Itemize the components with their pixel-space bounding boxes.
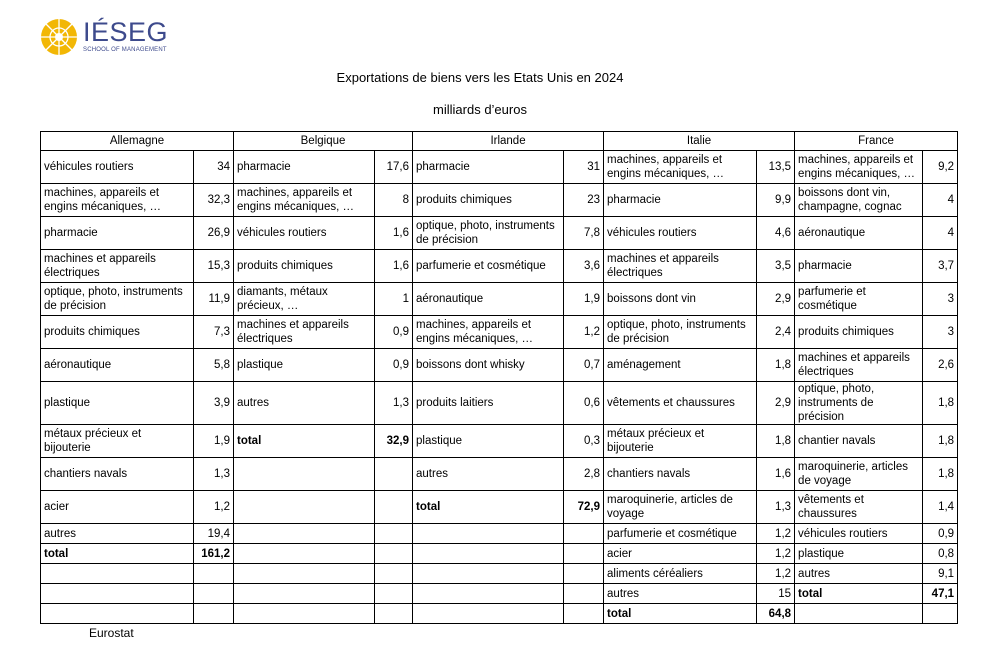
product-cell: métaux précieux et bijouterie	[41, 425, 194, 458]
value-cell	[564, 604, 604, 624]
product-cell: produits chimiques	[234, 250, 375, 283]
product-cell: machines et appareils électriques	[41, 250, 194, 283]
product-cell: acier	[41, 491, 194, 524]
value-cell	[564, 584, 604, 604]
value-cell	[375, 524, 413, 544]
product-cell: pharmacie	[795, 250, 923, 283]
table-header-row	[41, 132, 958, 151]
value-cell: 0,6	[564, 382, 604, 425]
product-cell	[413, 524, 564, 544]
product-cell: vêtements et chaussures	[795, 491, 923, 524]
product-cell: chantiers navals	[41, 458, 194, 491]
value-cell: 15	[757, 584, 795, 604]
value-cell: 15,3	[194, 250, 234, 283]
value-cell: 32,9	[375, 425, 413, 458]
value-cell: 2,9	[757, 283, 795, 316]
value-cell	[564, 564, 604, 584]
product-cell	[234, 584, 375, 604]
value-cell: 1,8	[757, 425, 795, 458]
product-cell: véhicules routiers	[604, 217, 757, 250]
product-cell: total	[413, 491, 564, 524]
page-subtitle: milliards d’euros	[433, 102, 527, 117]
product-cell	[234, 491, 375, 524]
value-cell: 1,2	[194, 491, 234, 524]
ieseg-logo	[39, 17, 169, 59]
product-cell	[413, 584, 564, 604]
value-cell: 1,3	[375, 382, 413, 425]
value-cell	[194, 584, 234, 604]
country-header: Italie	[604, 132, 795, 151]
product-cell: machines, appareils et engins mécaniques, …	[604, 151, 757, 184]
product-cell: optique, photo, instruments de précision	[604, 316, 757, 349]
product-cell: autres	[41, 524, 194, 544]
product-cell: véhicules routiers	[41, 151, 194, 184]
table-row	[41, 564, 958, 584]
product-cell: machines et appareils électriques	[604, 250, 757, 283]
product-cell: machines, appareils et engins mécaniques, …	[795, 151, 923, 184]
product-cell	[41, 604, 194, 624]
product-cell	[234, 564, 375, 584]
product-cell: chantier navals	[795, 425, 923, 458]
product-cell: parfumerie et cosmétique	[413, 250, 564, 283]
value-cell: 2,8	[564, 458, 604, 491]
value-cell: 1,2	[757, 564, 795, 584]
value-cell	[564, 524, 604, 544]
value-cell: 1,4	[923, 491, 958, 524]
product-cell: autres	[413, 458, 564, 491]
table-row	[41, 544, 958, 564]
product-cell: aliments céréaliers	[604, 564, 757, 584]
product-cell: plastique	[41, 382, 194, 425]
table-row	[41, 604, 958, 624]
value-cell: 2,4	[757, 316, 795, 349]
value-cell	[923, 604, 958, 624]
value-cell: 3	[923, 283, 958, 316]
product-cell: chantiers navals	[604, 458, 757, 491]
product-cell: total	[795, 584, 923, 604]
source-note: Eurostat	[89, 626, 134, 640]
exports-table	[40, 131, 958, 624]
ieseg-logo-icon	[39, 17, 79, 57]
product-cell: plastique	[413, 425, 564, 458]
value-cell: 1,2	[564, 316, 604, 349]
value-cell: 1,8	[923, 425, 958, 458]
value-cell: 64,8	[757, 604, 795, 624]
value-cell: 17,6	[375, 151, 413, 184]
logo-wordmark: IÉSEG	[83, 17, 169, 47]
table-body	[41, 151, 958, 624]
table-row	[41, 316, 958, 349]
value-cell: 1,9	[564, 283, 604, 316]
value-cell: 1,6	[375, 250, 413, 283]
product-cell: véhicules routiers	[795, 524, 923, 544]
value-cell: 3,7	[923, 250, 958, 283]
value-cell	[375, 604, 413, 624]
value-cell: 1,6	[757, 458, 795, 491]
value-cell: 19,4	[194, 524, 234, 544]
value-cell: 1,3	[757, 491, 795, 524]
product-cell: optique, photo, instruments de précision	[795, 382, 923, 425]
product-cell: maroquinerie, articles de voyage	[795, 458, 923, 491]
country-header: Irlande	[413, 132, 604, 151]
product-cell: optique, photo, instruments de précision	[41, 283, 194, 316]
product-cell: parfumerie et cosmétique	[795, 283, 923, 316]
product-cell	[234, 458, 375, 491]
value-cell: 0,9	[375, 316, 413, 349]
value-cell: 5,8	[194, 349, 234, 382]
value-cell: 1,9	[194, 425, 234, 458]
value-cell: 2,9	[757, 382, 795, 425]
product-cell: autres	[795, 564, 923, 584]
product-cell: pharmacie	[413, 151, 564, 184]
value-cell: 26,9	[194, 217, 234, 250]
logo-tagline: SCHOOL OF MANAGEMENT	[83, 47, 167, 53]
table-row	[41, 250, 958, 283]
product-cell: plastique	[795, 544, 923, 564]
value-cell: 4	[923, 184, 958, 217]
product-cell: boissons dont vin, champagne, cognac	[795, 184, 923, 217]
product-cell	[234, 604, 375, 624]
value-cell	[564, 544, 604, 564]
table-row	[41, 382, 958, 425]
value-cell: 23	[564, 184, 604, 217]
value-cell: 9,1	[923, 564, 958, 584]
value-cell: 0,9	[923, 524, 958, 544]
value-cell	[375, 544, 413, 564]
value-cell: 161,2	[194, 544, 234, 564]
product-cell	[413, 544, 564, 564]
product-cell: machines et appareils électriques	[234, 316, 375, 349]
value-cell: 4,6	[757, 217, 795, 250]
value-cell: 0,8	[923, 544, 958, 564]
value-cell: 1,3	[194, 458, 234, 491]
table-row	[41, 491, 958, 524]
value-cell: 9,9	[757, 184, 795, 217]
value-cell: 9,2	[923, 151, 958, 184]
value-cell: 0,9	[375, 349, 413, 382]
product-cell: boissons dont whisky	[413, 349, 564, 382]
product-cell	[413, 604, 564, 624]
country-header: Belgique	[234, 132, 413, 151]
product-cell: pharmacie	[234, 151, 375, 184]
product-cell: machines et appareils électriques	[795, 349, 923, 382]
product-cell: pharmacie	[604, 184, 757, 217]
product-cell	[413, 564, 564, 584]
product-cell: autres	[604, 584, 757, 604]
product-cell: autres	[234, 382, 375, 425]
value-cell	[194, 604, 234, 624]
value-cell: 11,9	[194, 283, 234, 316]
product-cell: diamants, métaux précieux, …	[234, 283, 375, 316]
product-cell	[234, 524, 375, 544]
value-cell: 1	[375, 283, 413, 316]
value-cell: 47,1	[923, 584, 958, 604]
product-cell: vêtements et chaussures	[604, 382, 757, 425]
value-cell: 3,6	[564, 250, 604, 283]
table-row	[41, 425, 958, 458]
value-cell: 3,5	[757, 250, 795, 283]
value-cell	[194, 564, 234, 584]
product-cell: produits laitiers	[413, 382, 564, 425]
product-cell: pharmacie	[41, 217, 194, 250]
product-cell: aéronautique	[795, 217, 923, 250]
table-row	[41, 349, 958, 382]
product-cell	[234, 544, 375, 564]
value-cell: 7,8	[564, 217, 604, 250]
product-cell: machines, appareils et engins mécaniques, …	[234, 184, 375, 217]
product-cell: acier	[604, 544, 757, 564]
table-row	[41, 184, 958, 217]
value-cell: 7,3	[194, 316, 234, 349]
product-cell: total	[234, 425, 375, 458]
value-cell: 31	[564, 151, 604, 184]
value-cell: 0,7	[564, 349, 604, 382]
product-cell	[795, 604, 923, 624]
value-cell	[375, 458, 413, 491]
product-cell: boissons dont vin	[604, 283, 757, 316]
value-cell: 1,8	[923, 382, 958, 425]
value-cell: 32,3	[194, 184, 234, 217]
value-cell	[375, 584, 413, 604]
value-cell: 1,2	[757, 524, 795, 544]
product-cell: total	[41, 544, 194, 564]
product-cell: machines, appareils et engins mécaniques, …	[413, 316, 564, 349]
country-header: Allemagne	[41, 132, 234, 151]
value-cell: 8	[375, 184, 413, 217]
product-cell: produits chimiques	[795, 316, 923, 349]
product-cell: aéronautique	[413, 283, 564, 316]
value-cell: 0,3	[564, 425, 604, 458]
product-cell: optique, photo, instruments de précision	[413, 217, 564, 250]
table-row	[41, 524, 958, 544]
value-cell: 1,6	[375, 217, 413, 250]
product-cell: aéronautique	[41, 349, 194, 382]
value-cell: 3	[923, 316, 958, 349]
table-row	[41, 151, 958, 184]
value-cell: 1,8	[757, 349, 795, 382]
product-cell: produits chimiques	[413, 184, 564, 217]
value-cell: 1,8	[923, 458, 958, 491]
value-cell: 4	[923, 217, 958, 250]
product-cell: total	[604, 604, 757, 624]
product-cell: véhicules routiers	[234, 217, 375, 250]
product-cell: aménagement	[604, 349, 757, 382]
product-cell	[41, 564, 194, 584]
product-cell: produits chimiques	[41, 316, 194, 349]
value-cell: 2,6	[923, 349, 958, 382]
product-cell: plastique	[234, 349, 375, 382]
table-row	[41, 584, 958, 604]
table-row	[41, 217, 958, 250]
product-cell: parfumerie et cosmétique	[604, 524, 757, 544]
product-cell: maroquinerie, articles de voyage	[604, 491, 757, 524]
product-cell: métaux précieux et bijouterie	[604, 425, 757, 458]
value-cell: 13,5	[757, 151, 795, 184]
country-header: France	[795, 132, 958, 151]
value-cell: 1,2	[757, 544, 795, 564]
table-row	[41, 458, 958, 491]
value-cell: 34	[194, 151, 234, 184]
value-cell	[375, 491, 413, 524]
product-cell: machines, appareils et engins mécaniques, …	[41, 184, 194, 217]
product-cell	[41, 584, 194, 604]
value-cell	[375, 564, 413, 584]
value-cell: 3,9	[194, 382, 234, 425]
table-row	[41, 283, 958, 316]
page-title: Exportations de biens vers les Etats Unis en 2024	[336, 70, 624, 85]
value-cell: 72,9	[564, 491, 604, 524]
